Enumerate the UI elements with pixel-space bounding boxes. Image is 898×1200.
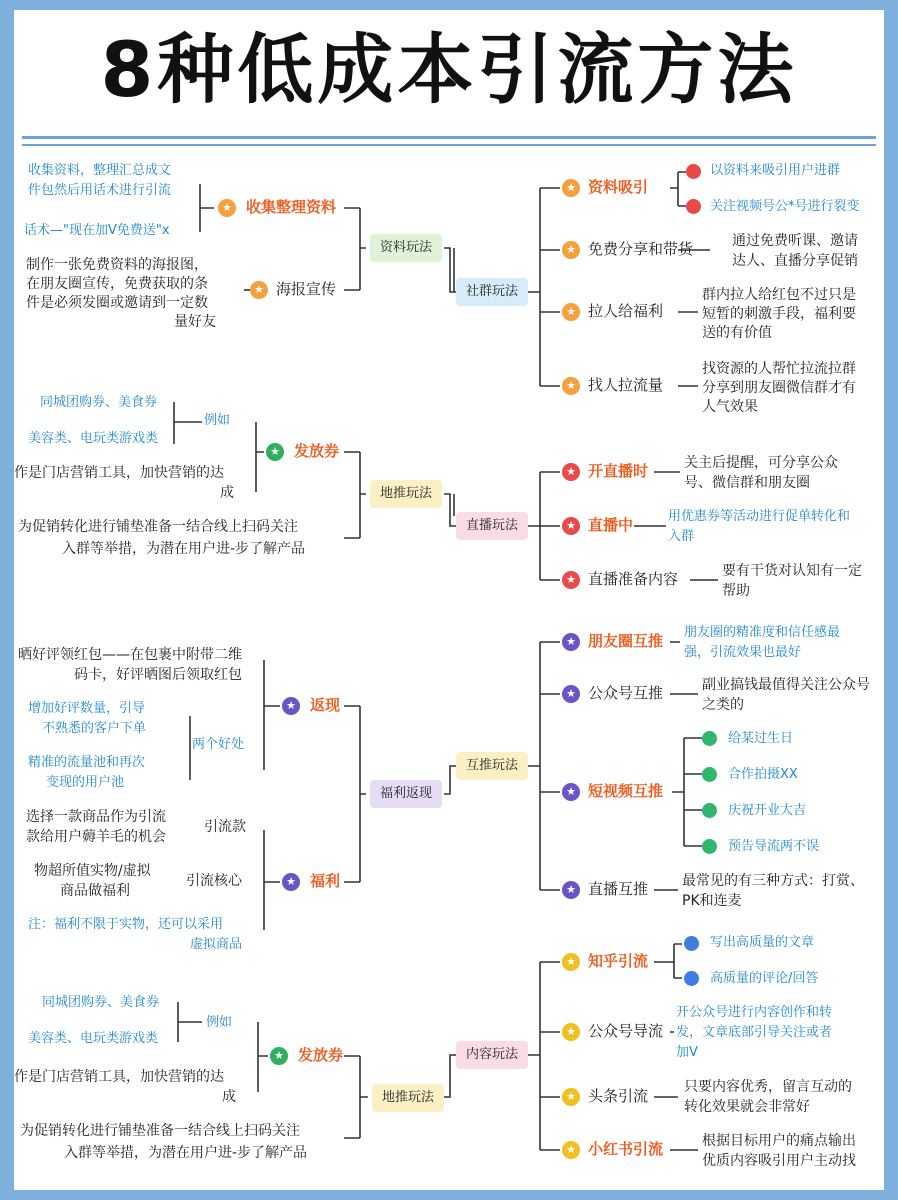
example2-item-2: 美容类、电玩类游戏类: [28, 1031, 159, 1046]
zhihu-sub-1: 写出高质量的文章: [710, 935, 815, 950]
red-dot-icon: [686, 199, 701, 214]
item-official-promo: 公众号互推: [588, 684, 664, 702]
invite-note-3: 送的有价值: [702, 325, 772, 341]
star-icon: ★: [266, 443, 284, 461]
star-icon: ★: [562, 377, 580, 395]
official-note-2: 之类的: [702, 697, 744, 713]
coupon2-note-2: 为促销转化进行铺垫准备一结合线上扫码关注: [20, 1123, 300, 1139]
star-icon: ★: [562, 1141, 580, 1159]
coupon2-note-2b: 入群等举措，为潜在用户进-步了解产品: [64, 1145, 308, 1161]
moments-note-1: 朋友圈的精准度和信任感最: [684, 625, 841, 640]
item-toutiao: 头条引流: [588, 1087, 649, 1105]
video-sub-1: 给某过生日: [728, 731, 794, 746]
item-moments-promo: 朋友圈互推: [588, 632, 664, 650]
item-find-traffic: 找人拉流量: [588, 376, 664, 394]
example2-label: 例如: [206, 1015, 233, 1030]
green-dot-icon: [702, 803, 717, 818]
example-label: 例如: [204, 413, 231, 428]
coupon-note-1b: 成: [220, 485, 234, 501]
coupon2-note-1: 作是门店营销工具，加快营销的达: [14, 1069, 224, 1085]
item-free-share: 免费分享和带货: [588, 240, 694, 258]
example2-item-1: 同城团购券、美食券: [42, 995, 160, 1010]
branch-collect-materials: 收集整理资料: [246, 198, 337, 216]
video-sub-3: 庆祝开业大吉: [728, 803, 807, 818]
benefit-1b: 不熟悉的客户下单: [42, 721, 147, 736]
star-icon: ★: [270, 1047, 288, 1065]
star-icon: ★: [562, 783, 580, 801]
coupon2-note-1b: 成: [222, 1089, 236, 1105]
official-note-1: 副业搞钱最值得关注公众号: [702, 677, 870, 693]
video-sub-2: 合作拍摄XX: [728, 767, 798, 782]
poster-note-2: 在朋友圈宣传，免费获取的条: [26, 276, 208, 292]
branch-coupon: 发放券: [294, 442, 340, 460]
welfare-note: 注：福利不限于实物，还可以采用: [28, 917, 224, 932]
green-dot-icon: [702, 731, 717, 746]
poster-note-4: 量好友: [174, 314, 216, 330]
node-welfare-cashback: 福利返现: [370, 780, 442, 808]
item-short-video-promo: 短视频互推: [588, 782, 664, 800]
welfare-note-b: 虚拟商品: [190, 937, 243, 952]
blue-dot-icon: [684, 936, 699, 951]
benefit-1: 增加好评数量，引导: [28, 701, 146, 716]
star-icon: ★: [562, 881, 580, 899]
traffic-core-note-1: 物超所值实物/虚拟: [34, 863, 151, 879]
cashback-note-1b: 码卡，好评晒图后领取红包: [74, 667, 242, 683]
green-dot-icon: [702, 839, 717, 854]
toutiao-note-2: 转化效果就会非常好: [684, 1099, 810, 1115]
xhs-note-1: 根据目标用户的痛点输出: [702, 1133, 856, 1149]
star-icon: ★: [562, 685, 580, 703]
branch-coupon-2: 发放券: [298, 1046, 344, 1064]
find-note-1: 找资源的人帮忙拉流拉群: [702, 361, 856, 377]
node-ground-play-2: 地推玩法: [372, 1084, 444, 1112]
node-community-play: 社群玩法: [456, 278, 528, 306]
star-icon: ★: [562, 179, 580, 197]
video-sub-4: 预告导流两不误: [728, 839, 820, 854]
star-icon: ★: [218, 199, 236, 217]
live-prep-note-2: 帮助: [722, 583, 750, 599]
find-note-2: 分享到朋友圈微信群才有: [702, 380, 856, 396]
item-start-live: 开直播时: [588, 462, 649, 480]
official-traffic-note-2: 发，文章底部引导关注或者: [676, 1025, 833, 1040]
official-traffic-note-3: 加V: [676, 1045, 698, 1060]
two-benefits-label: 两个好处: [192, 737, 245, 752]
green-dot-icon: [702, 767, 717, 782]
start-live-note-1: 关主后提醒，可分享公众: [684, 455, 838, 471]
attract-sub-1: 以资料来吸引用户进群: [710, 163, 841, 178]
item-live-promo: 直播互推: [588, 880, 649, 898]
live-promo-note-1: 最常见的有三种方式：打赏、: [682, 873, 864, 889]
star-icon: ★: [250, 281, 268, 299]
star-icon: ★: [562, 463, 580, 481]
moments-note-2: 强，引流效果也最好: [684, 645, 802, 660]
item-during-live: 直播中: [588, 516, 634, 534]
item-live-prep: 直播准备内容: [588, 570, 679, 588]
official-traffic-note-1: 开公众号进行内容创作和转: [676, 1005, 833, 1020]
star-icon: ★: [562, 1023, 580, 1041]
mindmap-canvas: [14, 10, 884, 1190]
star-icon: ★: [562, 517, 580, 535]
item-material-attract: 资料吸引: [588, 178, 649, 196]
star-icon: ★: [282, 697, 300, 715]
node-materials-play: 资料玩法: [370, 234, 442, 262]
item-invite-reward: 拉人给福利: [588, 302, 664, 320]
branch-cashback: 返现: [310, 696, 341, 714]
coupon-note-2b: 入群等举措，为潜在用户进-步了解产品: [62, 541, 306, 557]
star-icon: ★: [562, 571, 580, 589]
page-title: 8种低成本引流方法: [100, 25, 798, 114]
live-prep-note-1: 要有干货对认知有一定: [722, 563, 862, 579]
free-share-note-2: 达人、直播分享促销: [732, 253, 858, 269]
toutiao-note-1: 只要内容优秀，留言互动的: [684, 1079, 852, 1095]
zhihu-sub-2: 高质量的评论/回答: [710, 971, 819, 986]
traffic-item-note-1: 选择一款商品作为引流: [26, 809, 166, 825]
during-live-note-1: 用优惠券等活动进行促单转化和: [668, 509, 851, 524]
item-xiaohongshu: 小红书引流: [588, 1140, 664, 1158]
benefit-2b: 变现的用户池: [46, 775, 125, 790]
blue-dot-icon: [684, 971, 699, 986]
find-note-3: 人气效果: [702, 399, 758, 415]
free-share-note-1: 通过免费听课、邀请: [732, 233, 858, 249]
node-live-play: 直播玩法: [456, 512, 528, 540]
example-item-1: 同城团购券、美食券: [40, 395, 158, 410]
live-promo-note-2: PK和连麦: [682, 893, 742, 909]
poster-note-1: 制作一张免费资料的海报图，: [26, 257, 208, 273]
ziliao-note-2: 件包然后用话术进行引流: [28, 183, 172, 198]
node-mutual-promo: 互推玩法: [456, 752, 528, 780]
start-live-note-2: 号、微信群和朋友圈: [684, 475, 810, 491]
traffic-core-note-1b: 商品做福利: [60, 883, 130, 899]
invite-note-2: 短暂的刺激手段，福利要: [702, 306, 856, 322]
node-content-play: 内容玩法: [456, 1041, 528, 1069]
coupon-note-1: 作是门店营销工具，加快营销的达: [14, 465, 224, 481]
cashback-note-1: 晒好评领红包——在包裹中附带二维: [18, 647, 242, 663]
poster-note-3: 件是必须发圈或邀请到一定数: [26, 295, 208, 311]
item-official-traffic: 公众号导流: [588, 1022, 664, 1040]
example-item-2: 美容类、电玩类游戏类: [28, 431, 159, 446]
benefit-2: 精准的流量池和再次: [28, 755, 146, 770]
ziliao-note-1: 收集资料，整理汇总成文: [28, 163, 172, 178]
red-dot-icon: [686, 164, 701, 179]
branch-poster: 海报宣传: [276, 280, 337, 298]
star-icon: ★: [562, 241, 580, 259]
star-icon: ★: [282, 873, 300, 891]
attract-sub-2: 关注视频号公*号进行裂变: [710, 199, 860, 214]
star-icon: ★: [562, 953, 580, 971]
invite-note-1: 群内拉人给红包不过只是: [702, 287, 856, 303]
node-ground-play-1: 地推玩法: [370, 480, 442, 508]
traffic-item-label: 引流款: [204, 819, 246, 835]
during-live-note-2: 入群: [668, 529, 695, 544]
traffic-core-label: 引流核心: [186, 873, 242, 889]
ziliao-note-3: 话术—"现在加V免费送"x: [24, 223, 170, 238]
branch-welfare: 福利: [310, 872, 341, 890]
star-icon: ★: [562, 633, 580, 651]
star-icon: ★: [562, 1088, 580, 1106]
traffic-item-note-1b: 款给用户薅羊毛的机会: [26, 829, 166, 845]
star-icon: ★: [562, 303, 580, 321]
item-zhihu: 知乎引流: [588, 952, 649, 970]
xhs-note-2: 优质内容吸引用户主动找: [702, 1153, 856, 1169]
coupon-note-2: 为促销转化进行铺垫准备一结合线上扫码关注: [18, 519, 298, 535]
